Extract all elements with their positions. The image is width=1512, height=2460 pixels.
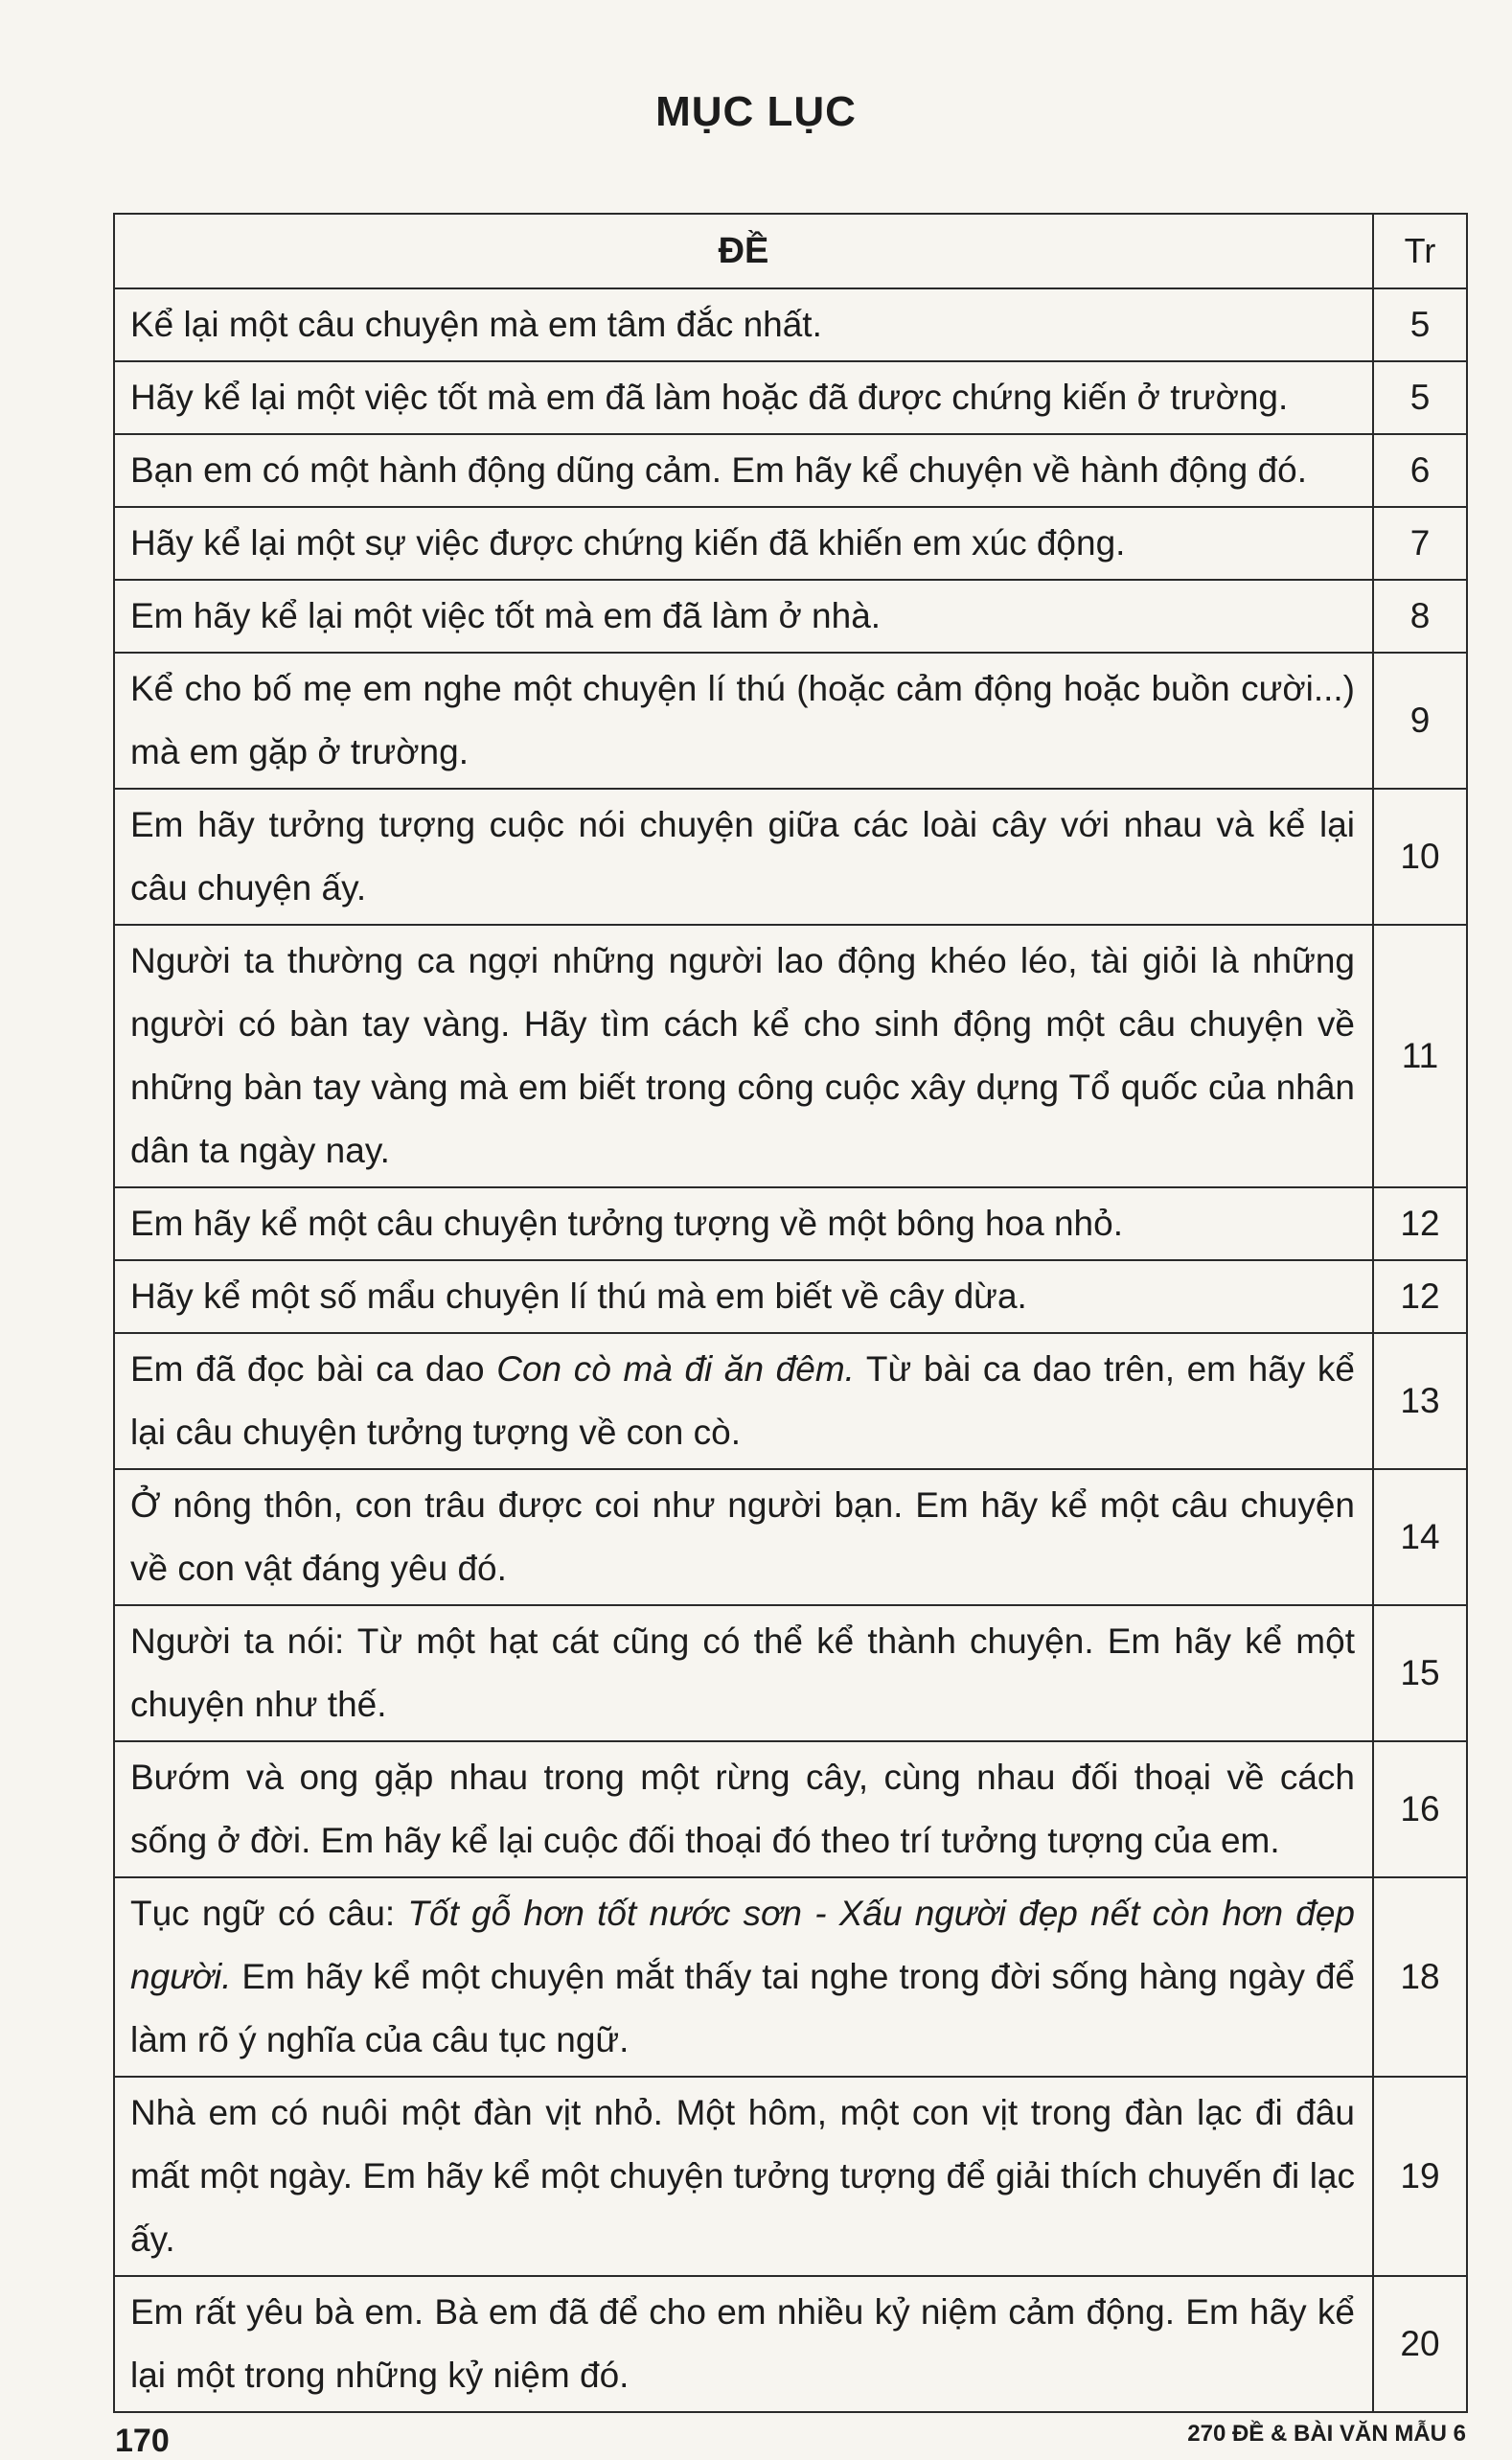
toc-entry-page: 19 (1373, 2077, 1467, 2276)
toc-row (114, 2276, 1467, 2412)
toc-entry-title (114, 789, 1373, 925)
toc-entry-title (114, 1187, 1373, 1260)
toc-entry-page: 13 (1373, 1333, 1467, 1469)
toc-row (114, 1187, 1467, 1260)
toc-entry-title (114, 1877, 1373, 2077)
toc-entry-title (114, 1741, 1373, 1877)
toc-row (114, 507, 1467, 580)
toc-entry-title (114, 288, 1373, 361)
toc-entry-title (114, 1469, 1373, 1605)
text-segment: Kể lại một câu chuyện mà em tâm đắc nhất. (130, 305, 822, 344)
text-segment: Tục ngữ có câu: (130, 1894, 408, 1933)
toc-entry-page: 8 (1373, 580, 1467, 653)
text-segment: Em rất yêu bà em. Bà em đã để cho em nhiều kỷ niệm cảm động. Em hãy kể lại một trong những kỷ niệm đó. (130, 2292, 1355, 2395)
text-segment: Hãy kể một số mẩu chuyện lí thú mà em biết về cây dừa. (130, 1276, 1027, 1316)
header-title: ĐỀ (114, 214, 1373, 288)
text-segment: Từ bài ca dao trên, em hãy kể lại câu chuyện tưởng tượng về con cò. (130, 1349, 1355, 1452)
toc-entry-page: 15 (1373, 1605, 1467, 1741)
toc-table (113, 213, 1468, 2413)
toc-entry-page: 5 (1373, 288, 1467, 361)
text-segment: Em đã đọc bài ca dao (130, 1349, 497, 1389)
toc-row (114, 434, 1467, 507)
toc-entry-page: 7 (1373, 507, 1467, 580)
toc-row (114, 653, 1467, 789)
toc-entry-title (114, 1260, 1373, 1333)
text-segment: Hãy kể lại một việc tốt mà em đã làm hoặc đã được chứng kiến ở trường. (130, 378, 1289, 417)
text-segment: Người ta thường ca ngợi những người lao động khéo léo, tài giỏi là những người có bàn tay vàng. Hãy tìm cách kể cho sinh động một câu chuyện về những bàn tay vàng mà em biết trong công cuộc xây dựng Tổ quốc của nhân dân ta ngày nay. (130, 941, 1355, 1170)
toc-entry-title (114, 507, 1373, 580)
toc-entry-title (114, 361, 1373, 434)
toc-entry-page: 16 (1373, 1741, 1467, 1877)
text-segment: Bạn em có một hành động dũng cảm. Em hãy kể chuyện về hành động đó. (130, 450, 1307, 490)
toc-row (114, 1877, 1467, 2077)
text-segment: Người ta nói: Từ một hạt cát cũng có thể kể thành chuyện. Em hãy kể một chuyện như thế. (130, 1621, 1355, 1724)
toc-row (114, 925, 1467, 1187)
page-number: 170 (115, 2423, 170, 2459)
toc-body (114, 288, 1467, 2412)
toc-entry-page: 11 (1373, 925, 1467, 1187)
toc-entry-title (114, 925, 1373, 1187)
toc-entry-title (114, 1605, 1373, 1741)
text-segment: Em hãy kể một câu chuyện tưởng tượng về một bông hoa nhỏ. (130, 1204, 1123, 1243)
toc-row (114, 361, 1467, 434)
toc-row (114, 1260, 1467, 1333)
toc-row (114, 580, 1467, 653)
text-segment: Nhà em có nuôi một đàn vịt nhỏ. Một hôm, một con vịt trong đàn lạc đi đâu mất một ngày. Em hãy kể một chuyện tưởng tượng để giải thích chuyến đi lạc ấy. (130, 2093, 1355, 2259)
toc-entry-page: 12 (1373, 1260, 1467, 1333)
toc-row (114, 1469, 1467, 1605)
toc-entry-page: 5 (1373, 361, 1467, 434)
text-segment: Em hãy kể lại một việc tốt mà em đã làm ở nhà. (130, 596, 882, 635)
toc-row (114, 1333, 1467, 1469)
toc-entry-page: 10 (1373, 789, 1467, 925)
toc-row (114, 2077, 1467, 2276)
toc-entry-title (114, 580, 1373, 653)
toc-row (114, 288, 1467, 361)
header-page: Tr (1373, 214, 1467, 288)
book-title: 270 ĐỀ & BÀI VĂN MẪU 6 (1187, 2421, 1466, 2447)
toc-entry-page: 12 (1373, 1187, 1467, 1260)
text-segment: Bướm và ong gặp nhau trong một rừng cây, cùng nhau đối thoại về cách sống ở đời. Em hãy kể lại cuộc đối thoại đó theo trí tưởng tượng của em. (130, 1758, 1355, 1860)
text-segment: Ở nông thôn, con trâu được coi như người bạn. Em hãy kể một câu chuyện về con vật đáng yêu đó. (130, 1485, 1355, 1588)
toc-entry-page: 14 (1373, 1469, 1467, 1605)
toc-entry-page: 20 (1373, 2276, 1467, 2412)
toc-row (114, 789, 1467, 925)
text-segment: Em hãy kể một chuyện mắt thấy tai nghe trong đời sống hàng ngày để làm rõ ý nghĩa của câu tục ngữ. (130, 1957, 1355, 2059)
toc-entry-page: 18 (1373, 1877, 1467, 2077)
toc-entry-page: 6 (1373, 434, 1467, 507)
text-segment: Kể cho bố mẹ em nghe một chuyện lí thú (hoặc cảm động hoặc buồn cười...) mà em gặp ở trường. (130, 669, 1355, 771)
toc-entry-title (114, 2077, 1373, 2276)
toc-row (114, 1605, 1467, 1741)
toc-entry-title (114, 434, 1373, 507)
italic-text: Tốt gỗ hơn tốt nước sơn - Xấu người đẹp nết còn hơn đẹp người. (130, 1894, 1355, 1996)
toc-entry-title (114, 653, 1373, 789)
page-title: MỤC LỤC (655, 88, 857, 135)
toc-entry-title (114, 2276, 1373, 2412)
table-header-row (114, 214, 1467, 288)
toc-entry-title (114, 1333, 1373, 1469)
text-segment: Em hãy tưởng tượng cuộc nói chuyện giữa các loài cây với nhau và kể lại câu chuyện ấy. (130, 805, 1355, 908)
text-segment: Hãy kể lại một sự việc được chứng kiến đã khiến em xúc động. (130, 523, 1126, 563)
italic-text: Con cò mà đi ăn đêm. (496, 1349, 855, 1389)
toc-entry-page: 9 (1373, 653, 1467, 789)
toc-row (114, 1741, 1467, 1877)
